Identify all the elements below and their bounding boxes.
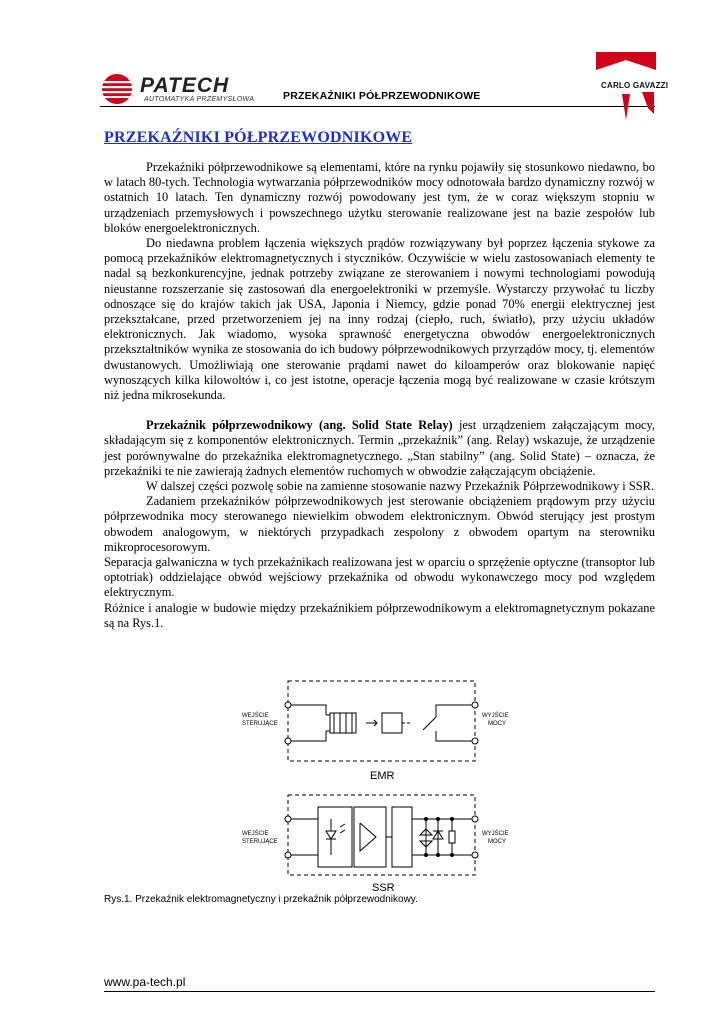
emr-output-label-1: WYJŚCIE	[482, 713, 509, 719]
paragraph-3	[104, 418, 655, 479]
page-header	[0, 0, 724, 120]
ssr-input-label-1: WEJŚCIE	[242, 831, 269, 837]
emr-input-terminal-top	[285, 702, 291, 708]
patech-logo	[100, 72, 260, 106]
paragraph-4: W dalszej części pozwolę sobie na zamienne stosowanie nazwy Przekaźnik Półprzewodnikowy i SSR.	[146, 479, 654, 494]
emr-input-terminal-bottom	[285, 738, 291, 744]
emr-contact	[423, 717, 436, 730]
emr-armature	[382, 713, 402, 733]
document-body	[104, 160, 655, 631]
ssr-input-terminal-bottom	[285, 852, 291, 858]
paragraph-1: Przekaźniki półprzewodnikowe są elementami, które na rynku pojawiły się stosunkowo niedawno, bo w latach 80-tych. Technologia wytwarzania półprzewodników mocy odnotowała bardzo dynamiczny rozwój w ostatnich 10 latach. Ten dynamiczny rozwój powodowany jest tym, że w coraz większym stopniu w urządzeniach przemysłowych i powszechnego użytku sterowanie realizowane jest na bazie zespołów lub bloków energoelektronicznych.	[104, 160, 655, 235]
document-title: PRZEKAŹNIKI PÓŁPRZEWODNIKOWE	[104, 129, 413, 146]
ssr-label: SSR	[372, 882, 395, 894]
ssr-trigger-block	[354, 807, 386, 867]
figure-caption: Rys.1. Przekaźnik elektromagnetyczny i przekaźnik półprzewodnikowy.	[104, 894, 418, 905]
ssr-input-label-2: STERUJĄCE	[242, 839, 278, 845]
relay-comparison-diagram	[240, 675, 530, 895]
header-divider	[100, 106, 655, 107]
emr-input-label-1: WEJŚCIE	[242, 713, 269, 719]
emr-input-label-2: STERUJĄCE	[242, 721, 278, 727]
header-title: PRZEKAŹNIKI PÓŁPRZEWODNIKOWE	[283, 90, 481, 102]
footer-divider	[104, 991, 655, 992]
ssr-optocoupler	[318, 807, 352, 867]
logo-subtitle: AUTOMATYKA PRZEMYSŁOWA	[144, 96, 255, 103]
ssr-output-label-2: MOCY	[488, 839, 506, 845]
ssr-input-terminal-top	[285, 816, 291, 822]
emr-output-terminal-bottom	[472, 738, 478, 744]
ssr-driver-block	[392, 807, 412, 867]
paragraph-5: Zadaniem przekaźników półprzewodnikowych jest sterowanie obciążeniem prądowym przy użyciu półprzewodnika mocy sterowanego niewielkim obwodem elektronicznym. Obwód sterujący jest prostym obwodem analogowym, w niektórych przypadkach zespolony z obwodem opartym na sterowniku mikroprocesorowym.	[104, 494, 655, 554]
logo-brand-text: PATECH	[140, 74, 230, 97]
paragraph-6: Separacja galwaniczna w tych przekaźnikach realizowana jest w oparciu o sprzężenie optyczne (transoptor lub optotriak) oddzielające obwód wejściowy przekaźnika od obwodu wykonawczego mocy pod względem elektrycznym.	[104, 555, 655, 600]
paragraph-7: Różnice i analogie w budowie między przekaźnikiem półprzewodnikowym a elektromagnetycznym pokazane są na Rys.1.	[104, 600, 655, 630]
paragraph-3-bold: Przekaźnik półprzewodnikowy (ang. Solid State Relay)	[146, 418, 453, 433]
emr-output-label-2: MOCY	[488, 721, 506, 727]
ssr-diagram	[285, 795, 478, 875]
ssr-output-terminal-bottom	[472, 852, 478, 858]
emr-output-terminal-top	[472, 702, 478, 708]
ssr-output-terminal-top	[472, 816, 478, 822]
ssr-output-label-1: WYJŚCIE	[482, 831, 509, 837]
ssr-led-icon	[326, 831, 336, 839]
ssr-driver-icon	[360, 823, 376, 851]
footer-website-link[interactable]: www.pa-tech.pl	[104, 975, 186, 989]
ssr-resistor-icon	[449, 831, 455, 843]
emr-diagram	[285, 681, 478, 761]
paragraph-2: Do niedawna problem łączenia większych prądów rozwiązywany był poprzez łączenia stykowe za pomocą przekaźników elektromagnetycznych i styczników. Oczywiście w wielu zastosowaniach elementy te nadal są bezkonkurencyjne, jednak potrzeby związane ze sterowaniem i nowymi technologiami powodują nieustanne rozszerzanie się zastosowań dla energoelektroniki w przemyśle. Wystarczy przywołać tu liczby odnoszące się do krajów takich jak USA, Japonia i Niemcy, gdzie ponad 70% energii elektrycznej jest przekształcane, przed przetworzeniem jej na inny rodzaj (ciepło, ruch, światło), przy użyciu układów elektronicznych. Jak wiadomo, wysoka sprawność energetyczna obwodów energoelektronicznych przekształtników wynika ze stosowania do ich budowy półprzewodnikowych przyrządów mocy, tj. elementów dwustanowych. Umożliwiają one sterowanie prądami nawet do kiloamperów oraz blokowanie napięć wynoszących kilka kilowoltów i, co jest istotne, operacje łączenia mogą być realizowane w czasie krótszym niż jedna mikrosekunda.	[104, 236, 655, 403]
emr-label: EMR	[370, 770, 395, 782]
carlo-gavazzi-logo-text: CARLO GAVAZZI	[601, 81, 669, 90]
paragraph-3-rest: jest urządzeniem załączającym mocy, składającym się z komponentów elektronicznych. Termin „przekaźnik” (ang. Relay) wskazuje, że urządzenie jest porównywalne do przekaźnika elektromagnetycznego. „Stan stabilny” (ang. Solid State) – oznacza, że przekaźniki te nie zawierają żadnych elementów ruchomych w obwodzie załączającym obciążenie.	[104, 418, 655, 478]
patech-logo-icon	[100, 72, 138, 106]
